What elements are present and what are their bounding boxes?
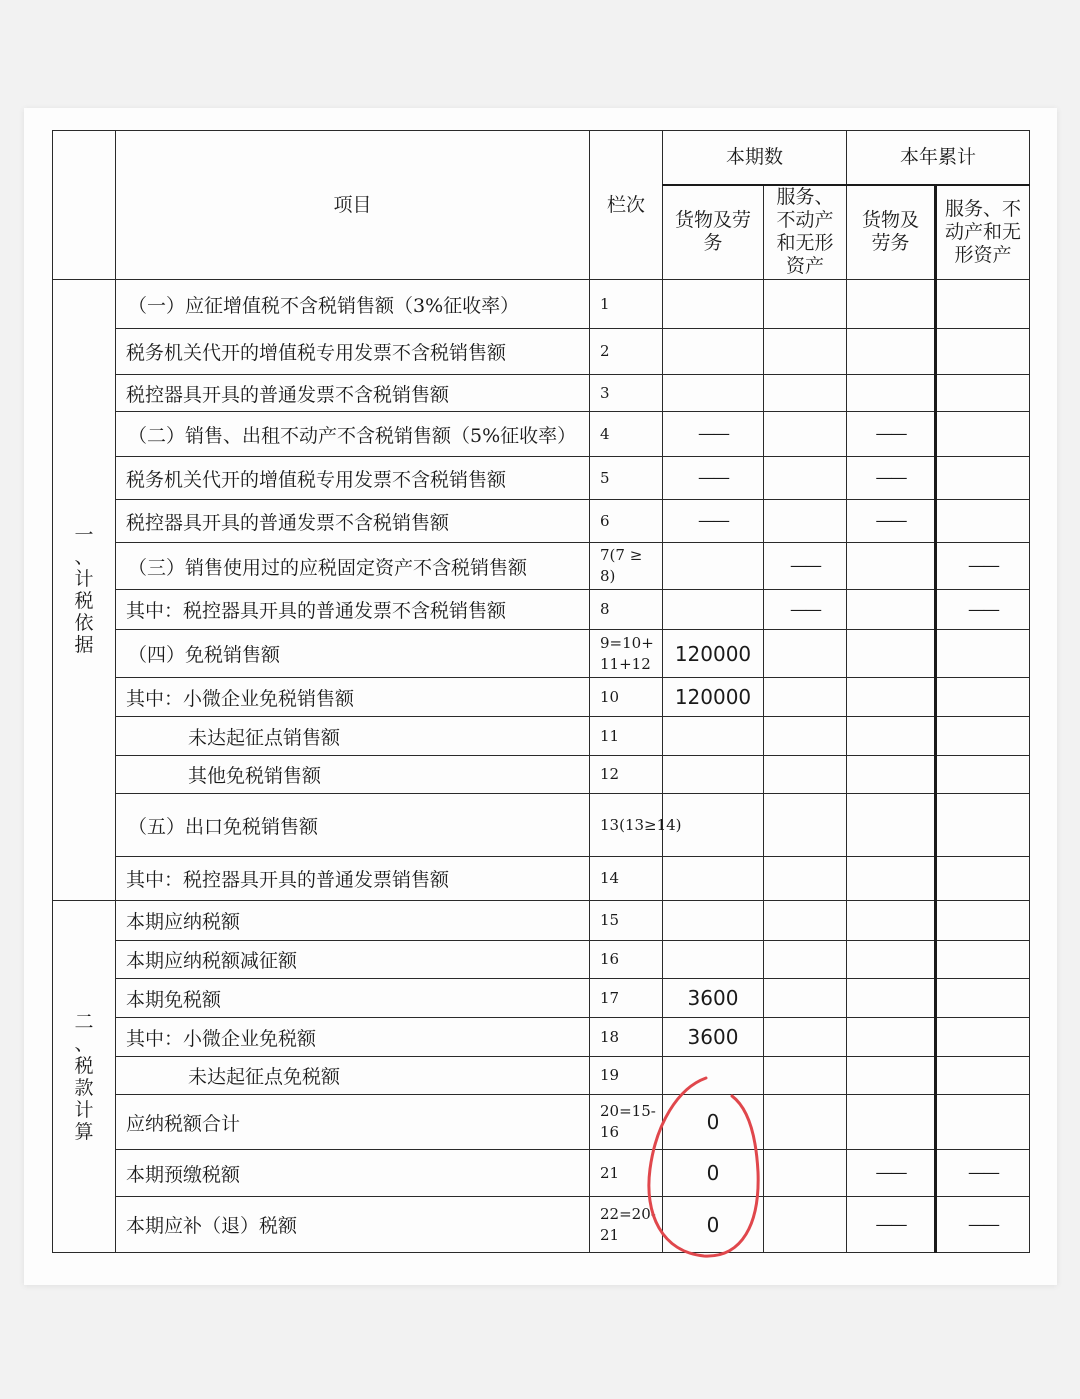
cur-goods-cell[interactable]: 0: [663, 1095, 764, 1150]
row-line-no: 11: [590, 717, 663, 756]
yr-goods-cell[interactable]: [847, 1095, 936, 1150]
section-2-char: 税: [74, 1054, 94, 1077]
yr-services-cell[interactable]: [936, 717, 1030, 756]
cur-services-cell[interactable]: [764, 1197, 847, 1253]
yr-services-cell[interactable]: [936, 678, 1030, 717]
row-label: 应纳税额合计: [116, 1095, 590, 1150]
table-row: [53, 794, 1030, 857]
cur-services-cell[interactable]: [764, 375, 847, 412]
cur-services-cell[interactable]: [764, 500, 847, 543]
section-1-char: 计: [74, 568, 94, 590]
row-line-no: 1: [590, 280, 663, 329]
table-row: [53, 1057, 1030, 1095]
yr-goods-cell[interactable]: [847, 590, 936, 630]
yr-services-cell[interactable]: [936, 329, 1030, 375]
cur-goods-cell[interactable]: [663, 543, 764, 590]
table-row: [53, 717, 1030, 756]
row-label: 本期预缴税额: [116, 1150, 590, 1197]
yr-services-cell[interactable]: [936, 857, 1030, 901]
yr-services-cell: ——: [936, 543, 1030, 590]
cur-goods-cell[interactable]: 3600: [663, 1018, 764, 1057]
cur-services-cell[interactable]: [764, 901, 847, 941]
table-row: [53, 979, 1030, 1018]
header-cur-goods: 货物及劳务: [663, 185, 764, 280]
yr-services-cell[interactable]: [936, 979, 1030, 1018]
table-row: [53, 678, 1030, 717]
cur-goods-cell: ——: [663, 457, 764, 500]
section-1-char: 税: [74, 590, 94, 612]
header-cur-services: 服务、不动产和无形资产: [764, 185, 847, 280]
table-row: [53, 941, 1030, 979]
cur-goods-cell[interactable]: [663, 590, 764, 630]
yr-services-cell[interactable]: [936, 630, 1030, 678]
row-line-no: 2: [590, 329, 663, 375]
cur-services-cell[interactable]: [764, 412, 847, 457]
row-label: （三）销售使用过的应税固定资产不含税销售额: [116, 543, 590, 590]
row-label: （二）销售、出租不动产不含税销售额（5%征收率）: [116, 412, 590, 457]
yr-goods-cell[interactable]: [847, 1018, 936, 1057]
yr-goods-cell[interactable]: [847, 901, 936, 941]
cur-services-cell[interactable]: [764, 1150, 847, 1197]
table-row: [53, 1095, 1030, 1150]
yr-services-cell[interactable]: [936, 280, 1030, 329]
cur-goods-cell[interactable]: [663, 901, 764, 941]
yr-services-cell[interactable]: [936, 457, 1030, 500]
cur-services-cell[interactable]: [764, 457, 847, 500]
yr-goods-cell[interactable]: [847, 280, 936, 329]
row-line-no: 6: [590, 500, 663, 543]
section-1-char: 依: [74, 612, 94, 634]
table-row: [53, 1018, 1030, 1057]
yr-services-cell[interactable]: [936, 1095, 1030, 1150]
cur-goods-cell[interactable]: 120000: [663, 678, 764, 717]
cur-goods-cell[interactable]: [663, 941, 764, 979]
row-label: 本期免税额: [116, 979, 590, 1018]
row-label: 其中：税控器具开具的普通发票不含税销售额: [116, 590, 590, 630]
yr-services-cell[interactable]: [936, 794, 1030, 857]
yr-goods-cell[interactable]: [847, 979, 936, 1018]
cur-services-cell[interactable]: [764, 1095, 847, 1150]
table-row: [53, 329, 1030, 375]
cur-services-cell[interactable]: [764, 717, 847, 756]
row-line-no: 8: [590, 590, 663, 630]
cur-goods-cell[interactable]: [663, 756, 764, 794]
cur-goods-cell[interactable]: 3600: [663, 979, 764, 1018]
cur-goods-cell: ——: [663, 412, 764, 457]
header-current-period: 本期数: [663, 131, 847, 185]
cur-services-cell[interactable]: [764, 979, 847, 1018]
row-label: （一）应征增值税不含税销售额（3%征收率）: [116, 280, 590, 329]
table-row: [53, 756, 1030, 794]
cur-goods-cell[interactable]: 120000: [663, 630, 764, 678]
header-year-total: 本年累计: [847, 131, 1030, 185]
yr-services-cell[interactable]: [936, 941, 1030, 979]
yr-goods-cell: ——: [847, 412, 936, 457]
row-line-no: 20=15-16: [590, 1095, 663, 1150]
table-row: [53, 630, 1030, 678]
yr-services-cell[interactable]: [936, 1018, 1030, 1057]
table-row: [53, 500, 1030, 543]
row-label: 税务机关代开的增值税专用发票不含税销售额: [116, 457, 590, 500]
row-line-no: 14: [590, 857, 663, 901]
row-label: 未达起征点销售额: [116, 717, 590, 756]
yr-goods-cell: ——: [847, 500, 936, 543]
section-1-char: 、: [74, 546, 94, 568]
cur-goods-cell: ——: [663, 500, 764, 543]
row-label: 税控器具开具的普通发票不含税销售额: [116, 375, 590, 412]
section-1-char: 一: [74, 524, 94, 546]
header-yr-services: 服务、不动产和无形资产: [936, 185, 1030, 280]
yr-goods-cell[interactable]: [847, 1057, 936, 1095]
yr-services-cell[interactable]: [936, 1057, 1030, 1095]
section-tax-basis: [53, 280, 116, 901]
row-label: 税务机关代开的增值税专用发票不含税销售额: [116, 329, 590, 375]
yr-goods-cell[interactable]: [847, 375, 936, 412]
cur-services-cell[interactable]: [764, 1057, 847, 1095]
row-label: （五）出口免税销售额: [116, 794, 590, 857]
table-row: [53, 280, 1030, 329]
yr-goods-cell[interactable]: [847, 543, 936, 590]
header-yr-goods: 货物及劳务: [847, 185, 936, 280]
cur-services-cell[interactable]: [764, 280, 847, 329]
row-line-no: 17: [590, 979, 663, 1018]
cur-services-cell[interactable]: [764, 678, 847, 717]
cur-goods-cell[interactable]: 0: [663, 1150, 764, 1197]
yr-goods-cell: ——: [847, 1150, 936, 1197]
row-line-no: 7(7 ≥ 8): [590, 543, 663, 590]
cur-services-cell: ——: [764, 543, 847, 590]
corner-cell: [53, 131, 116, 280]
row-line-no: 13(13≥14): [590, 794, 663, 857]
table-row: [53, 375, 1030, 412]
yr-goods-cell[interactable]: [847, 941, 936, 979]
table-row: [53, 590, 1030, 630]
row-line-no: 18: [590, 1018, 663, 1057]
section-2-char: 、: [74, 1032, 94, 1055]
vat-return-table: [52, 130, 1030, 1253]
section-tax-calc: [53, 901, 116, 1253]
yr-goods-cell[interactable]: [847, 756, 936, 794]
cur-goods-cell[interactable]: 0: [663, 1197, 764, 1253]
yr-services-cell[interactable]: [936, 412, 1030, 457]
table-row: [53, 543, 1030, 590]
yr-goods-cell[interactable]: [847, 678, 936, 717]
header-item: 项目: [116, 131, 590, 280]
section-2-char: 二: [74, 1010, 94, 1033]
row-label: 未达起征点免税额: [116, 1057, 590, 1095]
row-line-no: 5: [590, 457, 663, 500]
row-line-no: 4: [590, 412, 663, 457]
row-label: 其他免税销售额: [116, 756, 590, 794]
yr-goods-cell[interactable]: [847, 794, 936, 857]
row-label: 其中：税控器具开具的普通发票销售额: [116, 857, 590, 901]
cur-services-cell: ——: [764, 590, 847, 630]
row-line-no: 10: [590, 678, 663, 717]
yr-goods-cell[interactable]: [847, 857, 936, 901]
cur-goods-cell[interactable]: [663, 329, 764, 375]
section-2-char: 算: [74, 1120, 94, 1143]
yr-services-cell[interactable]: [936, 756, 1030, 794]
section-1-char: 据: [74, 634, 94, 656]
section-2-char: 计: [74, 1098, 94, 1121]
cur-services-cell[interactable]: [764, 630, 847, 678]
yr-services-cell[interactable]: [936, 901, 1030, 941]
row-label: 其中：小微企业免税销售额: [116, 678, 590, 717]
row-line-no: 12: [590, 756, 663, 794]
yr-goods-cell[interactable]: [847, 717, 936, 756]
row-label: 本期应纳税额: [116, 901, 590, 941]
table-row: [53, 1197, 1030, 1253]
cur-goods-cell[interactable]: [663, 1057, 764, 1095]
row-label: （四）免税销售额: [116, 630, 590, 678]
row-line-no: 15: [590, 901, 663, 941]
table-row: [53, 901, 1030, 941]
row-line-no: 3: [590, 375, 663, 412]
yr-services-cell[interactable]: [936, 500, 1030, 543]
row-line-no: 21: [590, 1150, 663, 1197]
cur-goods-cell[interactable]: [663, 717, 764, 756]
cur-services-cell[interactable]: [764, 857, 847, 901]
table-row: [53, 1150, 1030, 1197]
cur-services-cell[interactable]: [764, 1018, 847, 1057]
row-label: 税控器具开具的普通发票不含税销售额: [116, 500, 590, 543]
cur-goods-cell[interactable]: [663, 857, 764, 901]
yr-services-cell: ——: [936, 1150, 1030, 1197]
yr-services-cell: ——: [936, 590, 1030, 630]
table-row: [53, 857, 1030, 901]
cur-services-cell[interactable]: [764, 794, 847, 857]
row-label: 本期应补（退）税额: [116, 1197, 590, 1253]
table-row: [53, 457, 1030, 500]
header-line-no: 栏次: [590, 131, 663, 280]
cur-services-cell[interactable]: [764, 941, 847, 979]
row-line-no: 19: [590, 1057, 663, 1095]
cur-goods-cell[interactable]: [663, 375, 764, 412]
table-row: [53, 412, 1030, 457]
cur-goods-cell[interactable]: [663, 280, 764, 329]
yr-services-cell: ——: [936, 1197, 1030, 1253]
cur-services-cell[interactable]: [764, 756, 847, 794]
row-line-no: 22=20-21: [590, 1197, 663, 1253]
yr-goods-cell: ——: [847, 457, 936, 500]
cur-services-cell[interactable]: [764, 329, 847, 375]
section-2-char: 款: [74, 1076, 94, 1099]
yr-goods-cell: ——: [847, 1197, 936, 1253]
row-label: 其中：小微企业免税额: [116, 1018, 590, 1057]
row-label: 本期应纳税额减征额: [116, 941, 590, 979]
yr-services-cell[interactable]: [936, 375, 1030, 412]
yr-goods-cell[interactable]: [847, 329, 936, 375]
row-line-no: 9=10+11+12: [590, 630, 663, 678]
row-line-no: 16: [590, 941, 663, 979]
yr-goods-cell[interactable]: [847, 630, 936, 678]
